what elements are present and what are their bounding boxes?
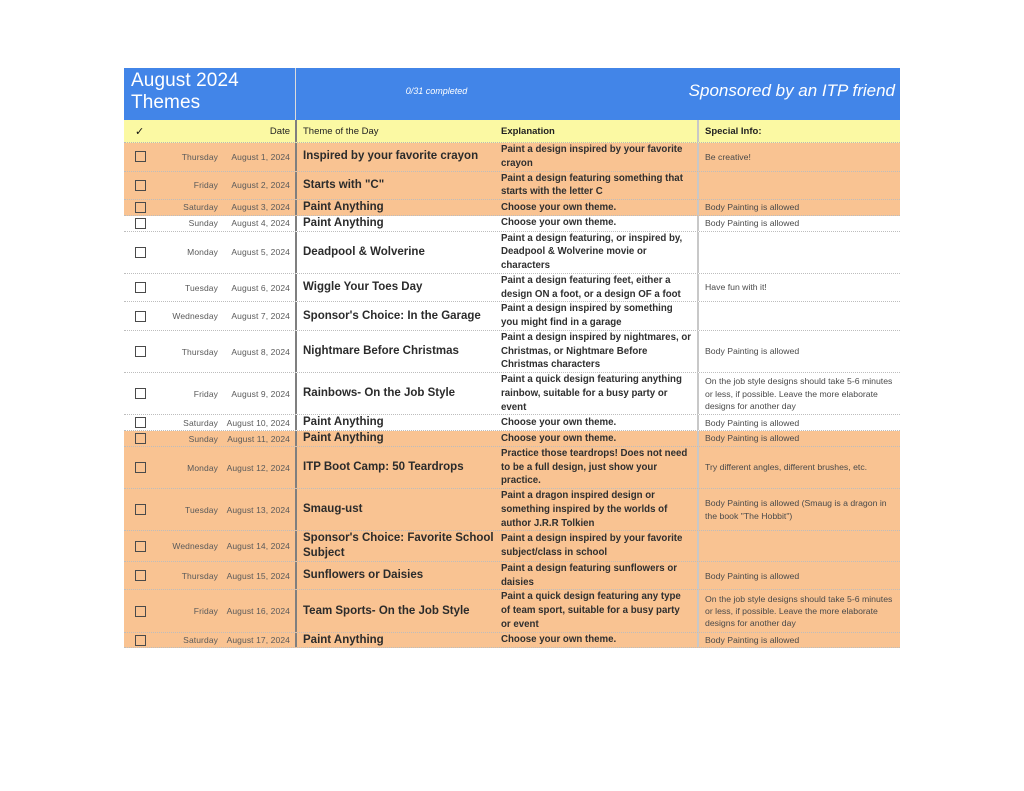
row-special-info[interactable]	[697, 431, 900, 446]
row-day-text: Thursday	[181, 570, 218, 581]
row-date	[224, 447, 295, 488]
row-checkbox-cell[interactable]	[124, 143, 148, 171]
row-day	[148, 633, 224, 648]
row-explanation-text: Choose your own theme.	[501, 416, 617, 428]
sheet-title-band	[124, 68, 900, 120]
row-date	[224, 274, 295, 302]
row-theme-text: Inspired by your favorite crayon	[303, 150, 479, 163]
row-theme-text: Team Sports- On the Job Style	[303, 604, 470, 617]
row-special-info-text: Body Painting is allowed	[705, 570, 800, 581]
row-date-text: August 1, 2024	[231, 151, 290, 162]
row-day	[148, 415, 224, 430]
checkbox-icon[interactable]	[135, 541, 146, 552]
row-day-text: Thursday	[181, 151, 218, 162]
row-explanation[interactable]	[496, 216, 697, 231]
row-checkbox-cell[interactable]	[124, 172, 148, 200]
row-date-text: August 13, 2024	[226, 504, 290, 515]
table-row[interactable]	[124, 143, 900, 172]
row-theme[interactable]	[295, 531, 496, 560]
row-date-text: August 4, 2024	[231, 218, 290, 229]
row-special-info-text: Body Painting is allowed	[705, 417, 800, 428]
checkbox-icon[interactable]	[135, 462, 146, 473]
column-header-theme: Theme of the Day	[295, 120, 496, 142]
row-theme[interactable]	[295, 373, 496, 414]
row-special-info[interactable]	[697, 489, 900, 530]
column-header-special-info: Special Info:	[697, 120, 900, 142]
row-theme-text: Paint Anything	[303, 633, 384, 646]
row-theme[interactable]	[295, 431, 496, 446]
row-theme-text: Paint Anything	[303, 201, 384, 214]
checkbox-icon[interactable]	[135, 570, 146, 581]
row-day	[148, 431, 224, 446]
row-date	[224, 562, 295, 590]
row-date	[224, 633, 295, 648]
row-day	[148, 590, 224, 631]
row-checkbox-cell[interactable]	[124, 302, 148, 330]
row-day-text: Saturday	[183, 202, 218, 213]
table-body	[124, 143, 900, 648]
row-date-text: August 14, 2024	[226, 541, 290, 552]
row-date-text: August 12, 2024	[226, 462, 290, 473]
row-day-text: Wednesday	[172, 541, 218, 552]
row-explanation-text: Paint a design featuring, or inspired by, Deadpool & Wolverine movie or characters	[501, 232, 683, 272]
row-special-info-text: Body Painting is allowed (Smaug is a dragon in the book "The Hobbit")	[705, 498, 887, 521]
table-row[interactable]	[124, 302, 900, 331]
row-theme-text: Starts with "C"	[303, 178, 385, 191]
row-explanation[interactable]	[496, 633, 697, 648]
row-special-info-text: Body Painting is allowed	[705, 217, 800, 228]
row-checkbox-cell[interactable]	[124, 232, 148, 273]
row-day	[148, 274, 224, 302]
row-day-text: Saturday	[183, 417, 218, 428]
row-theme[interactable]	[295, 633, 496, 648]
row-explanation[interactable]	[496, 562, 697, 590]
row-checkbox-cell[interactable]	[124, 331, 148, 372]
row-special-info-text: On the job style designs should take 5-6 minutes or less, if possible. Leave the more elaborate designs for another day	[705, 376, 893, 411]
row-date-text: August 5, 2024	[231, 247, 290, 258]
row-checkbox-cell[interactable]	[124, 431, 148, 446]
checkbox-icon[interactable]	[135, 180, 146, 191]
checkbox-icon[interactable]	[135, 504, 146, 515]
row-theme-text: Deadpool & Wolverine	[303, 245, 425, 258]
row-explanation-text: Choose your own theme.	[501, 634, 617, 646]
row-explanation-text: Paint a quick design featuring anything rainbow, suitable for a busy party or event	[501, 374, 682, 413]
row-special-info[interactable]	[697, 172, 900, 200]
table-row[interactable]	[124, 531, 900, 561]
row-checkbox-cell[interactable]	[124, 216, 148, 231]
row-day	[148, 531, 224, 560]
row-date	[224, 431, 295, 446]
row-special-info[interactable]	[697, 531, 900, 560]
row-date	[224, 200, 295, 215]
row-date-text: August 16, 2024	[226, 606, 290, 617]
column-header-explanation: Explanation	[501, 125, 555, 137]
table-row[interactable]	[124, 216, 900, 232]
row-explanation[interactable]	[496, 590, 697, 631]
row-special-info[interactable]	[697, 200, 900, 215]
row-date	[224, 331, 295, 372]
row-date	[224, 373, 295, 414]
page-title: August 2024 Themes	[131, 70, 239, 113]
row-theme[interactable]	[295, 415, 496, 430]
row-theme-text: Paint Anything	[303, 216, 384, 229]
row-checkbox-cell[interactable]	[124, 633, 148, 648]
column-header-check: ✓	[135, 125, 145, 138]
row-theme[interactable]	[295, 562, 496, 590]
row-theme[interactable]	[295, 200, 496, 215]
row-day-text: Sunday	[188, 218, 218, 229]
row-special-info[interactable]	[697, 331, 900, 372]
row-explanation-text: Paint a quick design featuring any type of team sport, suitable for a busy party or event	[501, 591, 681, 630]
row-date	[224, 216, 295, 231]
checkbox-icon[interactable]	[135, 218, 146, 229]
row-theme-text: Paint Anything	[303, 432, 384, 445]
row-special-info[interactable]	[697, 302, 900, 330]
row-theme[interactable]	[295, 232, 496, 273]
row-day	[148, 200, 224, 215]
row-special-info[interactable]	[697, 562, 900, 590]
row-explanation-text: Choose your own theme.	[501, 217, 617, 229]
row-explanation[interactable]	[496, 415, 697, 430]
row-day-text: Friday	[193, 180, 218, 191]
table-row[interactable]	[124, 274, 900, 303]
row-day	[148, 562, 224, 590]
row-day	[148, 302, 224, 330]
row-checkbox-cell[interactable]	[124, 447, 148, 488]
checkbox-icon[interactable]	[135, 311, 146, 322]
row-explanation[interactable]	[496, 331, 697, 372]
row-day-text: Saturday	[183, 635, 218, 646]
row-day-text: Tuesday	[185, 504, 218, 515]
table-row[interactable]	[124, 633, 900, 649]
row-day-text: Friday	[193, 606, 218, 617]
row-explanation[interactable]	[496, 447, 697, 488]
row-theme[interactable]	[295, 143, 496, 171]
row-explanation[interactable]	[496, 373, 697, 414]
row-day	[148, 373, 224, 414]
row-explanation[interactable]	[496, 232, 697, 273]
table-row[interactable]	[124, 200, 900, 216]
row-explanation-text: Paint a dragon inspired design or something inspired by the worlds of author J.R.R Tolkien	[501, 490, 668, 529]
table-row[interactable]	[124, 415, 900, 431]
row-day	[148, 447, 224, 488]
column-header-day	[148, 120, 224, 142]
row-checkbox-cell[interactable]	[124, 200, 148, 215]
row-explanation-text: Paint a design featuring something that starts with the letter C	[501, 172, 683, 198]
row-date-text: August 15, 2024	[226, 570, 290, 581]
row-special-info[interactable]	[697, 447, 900, 488]
row-special-info-text: Try different angles, different brushes, etc.	[705, 462, 868, 473]
row-theme[interactable]	[295, 172, 496, 200]
table-row[interactable]	[124, 431, 900, 447]
sponsor-label: Sponsored by an ITP friend	[688, 81, 895, 100]
row-explanation[interactable]	[496, 143, 697, 171]
row-date-text: August 8, 2024	[231, 346, 290, 357]
row-date-text: August 11, 2024	[227, 433, 290, 444]
row-theme-text: Smaug-ust	[303, 503, 363, 516]
column-header-date: Date	[269, 125, 290, 137]
row-date	[224, 172, 295, 200]
row-special-info-text: Be creative!	[705, 151, 751, 162]
table-row[interactable]	[124, 447, 900, 489]
checkbox-icon[interactable]	[135, 433, 146, 444]
row-day	[148, 331, 224, 372]
row-checkbox-cell[interactable]	[124, 562, 148, 590]
row-day-text: Tuesday	[185, 282, 218, 293]
row-day-text: Wednesday	[172, 311, 218, 322]
row-theme[interactable]	[295, 302, 496, 330]
row-special-info-text: Body Painting is allowed	[705, 202, 800, 213]
row-date-text: August 2, 2024	[231, 180, 290, 191]
row-checkbox-cell[interactable]	[124, 415, 148, 430]
row-theme[interactable]	[295, 274, 496, 302]
table-row[interactable]	[124, 562, 900, 591]
row-day-text: Sunday	[188, 433, 218, 444]
completion-status: 0/31 completed	[405, 86, 468, 96]
table-header-row	[124, 120, 900, 143]
table-row[interactable]	[124, 489, 900, 531]
row-special-info[interactable]	[697, 274, 900, 302]
row-theme[interactable]	[295, 331, 496, 372]
row-special-info-text: Body Painting is allowed	[705, 634, 800, 645]
row-explanation-text: Paint a design inspired by nightmares, or Christmas, or Nightmare Before Christmas characters	[501, 331, 692, 371]
row-day-text: Monday	[187, 462, 218, 473]
checkbox-icon[interactable]	[135, 202, 146, 213]
row-explanation[interactable]	[496, 200, 697, 215]
checkbox-icon[interactable]	[135, 388, 146, 399]
row-theme-text: Sponsor's Choice: In the Garage	[303, 309, 481, 322]
row-theme-text: Wiggle Your Toes Day	[303, 281, 423, 294]
row-day-text: Thursday	[181, 346, 218, 357]
row-special-info-text: On the job style designs should take 5-6 minutes or less, if possible. Leave the more elaborate designs for another day	[705, 593, 893, 629]
row-theme-text: ITP Boot Camp: 50 Teardrops	[303, 461, 464, 474]
row-special-info-text: Have fun with it!	[705, 282, 767, 293]
row-date	[224, 143, 295, 171]
row-checkbox-cell[interactable]	[124, 274, 148, 302]
row-explanation-text: Paint a design featuring feet, either a design ON a foot, or a design OF a foot	[501, 274, 681, 300]
row-explanation[interactable]	[496, 431, 697, 446]
checkbox-icon[interactable]	[135, 417, 146, 428]
row-date-text: August 6, 2024	[231, 282, 290, 293]
row-checkbox-cell[interactable]	[124, 373, 148, 414]
row-special-info[interactable]	[697, 373, 900, 414]
row-special-info[interactable]	[697, 590, 900, 631]
row-date-text: August 7, 2024	[231, 311, 290, 322]
row-special-info[interactable]	[697, 232, 900, 273]
row-day	[148, 489, 224, 530]
row-date	[224, 489, 295, 530]
row-date	[224, 302, 295, 330]
row-date	[224, 415, 295, 430]
row-explanation-text: Choose your own theme.	[501, 201, 617, 213]
row-checkbox-cell[interactable]	[124, 590, 148, 631]
row-explanation-text: Practice those teardrops! Does not need to be a full design, just show your practice.	[501, 447, 688, 487]
table-row[interactable]	[124, 590, 900, 632]
row-theme[interactable]	[295, 216, 496, 231]
row-explanation-text: Paint a design featuring sunflowers or daisies	[501, 562, 678, 588]
row-date	[224, 531, 295, 560]
row-special-info-text: Body Painting is allowed	[705, 346, 800, 357]
checkbox-icon[interactable]	[135, 635, 146, 646]
row-day	[148, 216, 224, 231]
row-explanation[interactable]	[496, 302, 697, 330]
row-day-text: Monday	[187, 247, 218, 258]
row-special-info[interactable]	[697, 633, 900, 648]
row-theme[interactable]	[295, 447, 496, 488]
row-day	[148, 143, 224, 171]
checkbox-icon[interactable]	[135, 346, 146, 357]
row-date	[224, 232, 295, 273]
row-day	[148, 232, 224, 273]
row-special-info[interactable]	[697, 216, 900, 231]
row-date-text: August 17, 2024	[226, 635, 290, 646]
row-date-text: August 10, 2024	[226, 417, 290, 428]
table-row[interactable]	[124, 373, 900, 415]
row-theme-text: Paint Anything	[303, 416, 384, 429]
row-theme-text: Rainbows- On the Job Style	[303, 387, 456, 400]
row-theme[interactable]	[295, 590, 496, 631]
row-explanation[interactable]	[496, 531, 697, 560]
row-special-info[interactable]	[697, 143, 900, 171]
row-explanation-text: Paint a design inspired by something you might find in a garage	[501, 303, 673, 329]
row-explanation[interactable]	[496, 274, 697, 302]
row-explanation[interactable]	[496, 172, 697, 200]
checkbox-icon[interactable]	[135, 606, 146, 617]
row-explanation-text: Choose your own theme.	[501, 432, 617, 444]
row-explanation-text: Paint a design inspired by your favorite subject/class in school	[501, 533, 683, 559]
row-day	[148, 172, 224, 200]
themes-spreadsheet	[124, 68, 900, 648]
row-theme-text: Sponsor's Choice: Favorite School Subject	[303, 532, 494, 560]
row-theme-text: Nightmare Before Christmas	[303, 345, 459, 358]
row-checkbox-cell[interactable]	[124, 489, 148, 530]
row-date	[224, 590, 295, 631]
row-date-text: August 3, 2024	[231, 202, 290, 213]
row-special-info[interactable]	[697, 415, 900, 430]
row-special-info-text: Body Painting is allowed	[705, 433, 800, 444]
row-day-text: Friday	[193, 388, 218, 399]
row-checkbox-cell[interactable]	[124, 531, 148, 560]
row-theme-text: Sunflowers or Daisies	[303, 569, 424, 582]
row-explanation[interactable]	[496, 489, 697, 530]
row-theme[interactable]	[295, 489, 496, 530]
checkbox-icon[interactable]	[135, 282, 146, 293]
checkbox-icon[interactable]	[135, 247, 146, 258]
row-explanation-text: Paint a design inspired by your favorite crayon	[501, 144, 683, 169]
table-row[interactable]	[124, 331, 900, 373]
table-row[interactable]	[124, 172, 900, 201]
row-date-text: August 9, 2024	[231, 388, 290, 399]
table-row[interactable]	[124, 232, 900, 274]
checkbox-icon[interactable]	[135, 151, 146, 162]
